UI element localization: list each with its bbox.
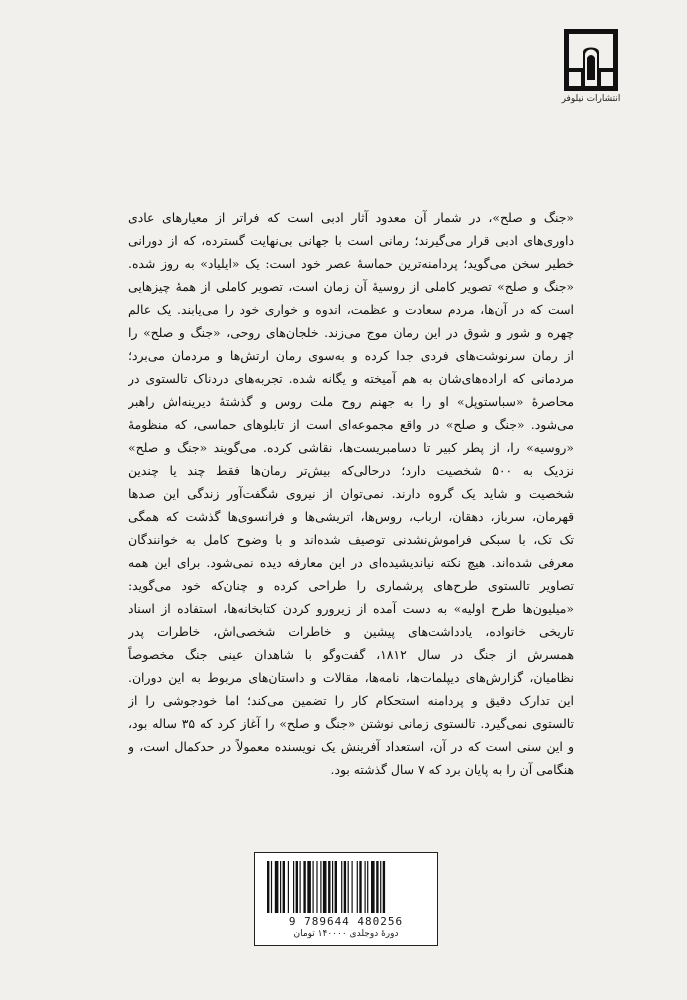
price-label: دورهٔ دوجلدی ۱۴۰۰۰۰ تومان	[293, 929, 399, 939]
description-line: داوری‌های ادبی قرار می‌گیرند؛ رمانی است با جهانی بی‌نهایت گسترده، که از دورانی	[128, 233, 574, 248]
description-line: و این سنی است که در آن، استعداد آفرینش یک نویسنده معمولاً در حدکمال است، و	[128, 739, 574, 754]
book-description	[128, 206, 574, 781]
description-line: محاصرهٔ «سباستوپل» او را به جهنم روح ملت روس و گذشتهٔ دیرینه‌اش راهبر	[128, 394, 574, 409]
description-line: «میلیون‌ها طرح اولیه» به دست آمده از زیرورو کردن کتابخانه‌ها، استفاده از اسناد	[128, 601, 574, 616]
description-line: می‌شود. «جنگ و صلح» در واقع مجموعه‌ای است از تابلوهای حماسی، که منظومهٔ	[128, 417, 574, 432]
description-line: معرفی شده‌اند. هیچ نکته نیاندیشیده‌ای در این معارفه دیده نمی‌شود. برای این همه	[128, 555, 574, 570]
description-line: تالستوی نمی‌گیرد. تالستوی زمانی نوشتن «جنگ و صلح» را آغاز کرد که ۳۵ ساله بود،	[128, 716, 574, 731]
description-line: خطیر سخن می‌گوید؛ پردامنه‌ترین حماسهٔ عصر خود است: یک «ایلیاد» به روز شده.	[128, 256, 574, 271]
barcode-panel	[254, 852, 438, 946]
description-line: «جنگ و صلح» تصویر کاملی از روسیهٔ آن زمان است، تصویر کاملی از همهٔ چیزهایی	[128, 279, 574, 294]
description-line: این تدارک دقیق و پردامنه استحکام کار را تضمین می‌کند؛ اما خودجوشی را از	[128, 693, 574, 708]
description-line: همسرش از جنگ در سال ۱۸۱۲، گفت‌وگو با شاهدان عینی جنگ مخصوصاً	[128, 647, 574, 662]
publisher-logo-icon	[563, 28, 619, 92]
description-line: نظامیان، گزارش‌های دیپلمات‌ها، نامه‌ها، مقالات و داستان‌های مربوط به این دوران.	[128, 670, 574, 685]
isbn-number: 9 789644 480256	[288, 915, 404, 928]
description-line: «روسیه» را، از پطر کبیر تا دسامبریست‌ها، نقاشی کرده. می‌گویند «جنگ و صلح»	[128, 440, 574, 455]
description-line: شخصیت و شاید یک گروه دارند. نمی‌توان از نیروی شگفت‌آور زندگی این صدها	[128, 486, 574, 501]
description-line: تک تک، با سبکی فراموش‌نشدنی توصیف شده‌اند و با وضوح کامل به خوانندگان	[128, 532, 574, 547]
description-line: مردمانی که اراده‌های‌شان به هم آمیخته و یگانه شده. تجربه‌های دردناک تالستوی در	[128, 371, 574, 386]
description-line: هنگامی آن را به پایان برد که ۷ سال گذشته بود.	[330, 762, 574, 777]
description-line: است که در آن‌ها، مردم سعادت و عظمت، اندوه و خواری خود را می‌یابند. یک عالم	[128, 302, 574, 317]
description-line: نزدیک به ۵۰۰ شخصیت دارد؛ درحالی‌که بیش‌تر رمان‌ها فقط چند یا چندین	[128, 463, 574, 478]
publisher-name: انتشارات نیلوفر	[561, 94, 621, 104]
description-line: چهره و شور و شوق در این رمان موج می‌زند. خلجان‌های روحی، «جنگ و صلح» را	[128, 325, 574, 340]
description-line: «جنگ و صلح»، در شمار آن معدود آثار ادبی است که فراتر از معیارهای عادی	[128, 210, 574, 225]
description-line: تصاویر تالستوی طرح‌های پرشماری را طراحی کرده و چنان‌که خود می‌گوید:	[128, 578, 574, 593]
description-line: قهرمان، سرباز، دهقان، ارباب، روس‌ها، اتریشی‌ها و فرانسوی‌ها گذشت که همگی	[128, 509, 574, 524]
description-line: از رمان سرنوشت‌های فردی جدا کرده و به‌سوی رمان ارتش‌ها و مردمان می‌برد؛	[128, 348, 574, 363]
publisher-logo	[552, 28, 630, 120]
barcode-icon	[265, 861, 427, 915]
description-line: تاریخی خانواده، یادداشت‌های پیشین و خاطرات شخصی‌اش، خاطرات پدر	[128, 624, 574, 639]
